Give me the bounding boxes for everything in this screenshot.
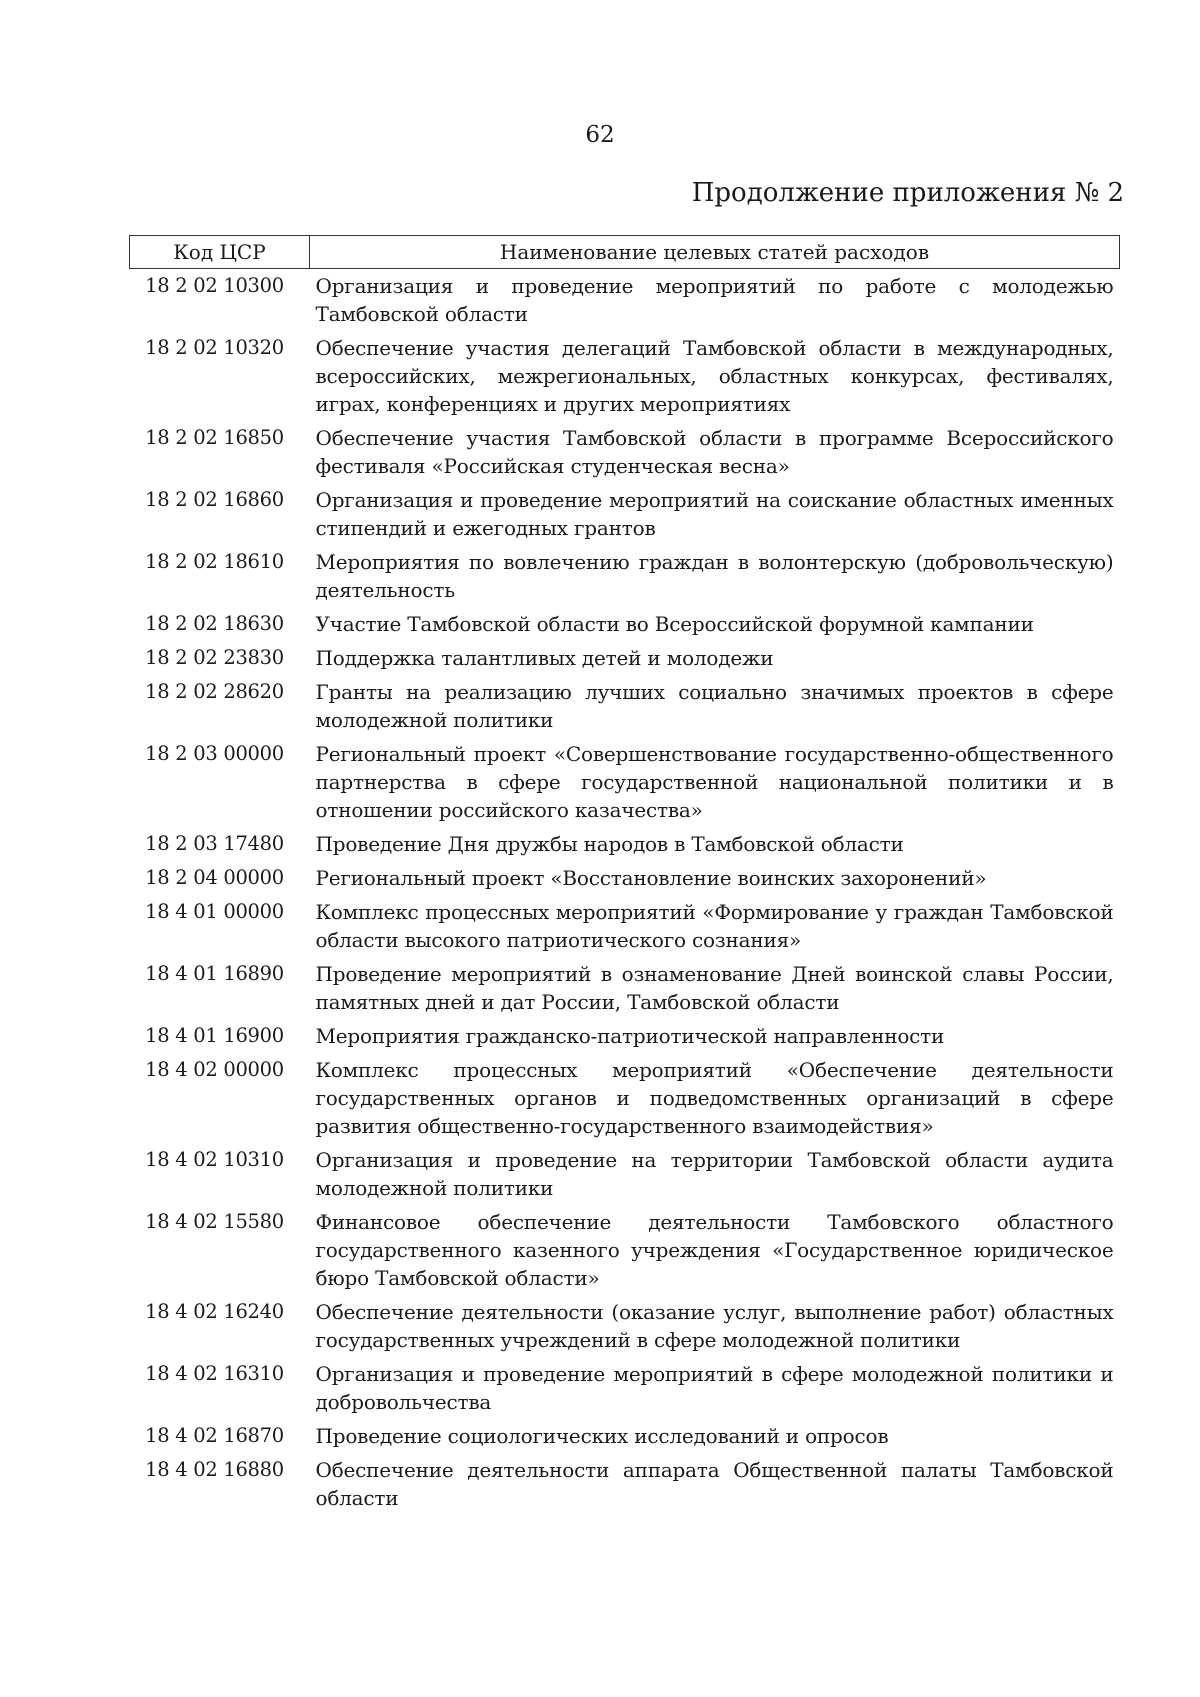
row-code: 18 2 02 16850 [145, 426, 284, 449]
row-code: 18 2 02 23830 [145, 646, 284, 669]
row-name: Обеспечение участия делегаций Тамбовской области в международных, всероссийских, межрегиональных, областных конкурсах, фестивалях, играх, конференциях и других мероприятиях [315, 336, 1114, 416]
table-row [130, 331, 1120, 421]
row-code: 18 4 02 10310 [145, 1148, 284, 1171]
row-code: 18 4 02 16240 [145, 1300, 284, 1323]
table-row [130, 861, 1120, 895]
table-row [130, 1295, 1120, 1357]
row-name: Региональный проект «Совершенствование государственно-общественного партнерства в сфере государственной национальной политики и в отношении российского казачества» [315, 742, 1114, 822]
row-code: 18 2 03 00000 [145, 742, 284, 765]
table-header-row [130, 236, 1120, 269]
row-name: Организация и проведение мероприятий на соискание областных именных стипендий и ежегодных грантов [315, 488, 1114, 540]
table-row [130, 545, 1120, 607]
table-row [130, 1053, 1120, 1143]
table-row [130, 895, 1120, 957]
row-code: 18 2 04 00000 [145, 866, 284, 889]
row-code: 18 2 02 18610 [145, 550, 284, 573]
row-name: Мероприятия гражданско-патриотической направленности [315, 1024, 945, 1048]
table-row [130, 1357, 1120, 1419]
table-row [130, 269, 1120, 332]
row-name: Проведение Дня дружбы народов в Тамбовской области [315, 832, 904, 856]
row-code: 18 4 02 00000 [145, 1058, 284, 1081]
table-row [130, 1143, 1120, 1205]
row-name: Проведение социологических исследований и опросов [315, 1424, 889, 1448]
row-code: 18 2 02 10300 [145, 274, 284, 297]
header-code: Код ЦСР [130, 236, 310, 269]
table-row [130, 737, 1120, 827]
row-code: 18 4 02 15580 [145, 1210, 284, 1233]
table-body [130, 269, 1120, 1516]
row-name: Региональный проект «Восстановление воинских захоронений» [315, 866, 987, 890]
row-name: Проведение мероприятий в ознаменование Дней воинской славы России, памятных дней и дат России, Тамбовской области [315, 962, 1114, 1014]
row-code: 18 4 02 16310 [145, 1362, 284, 1385]
row-name: Участие Тамбовской области во Всероссийской форумной кампании [315, 612, 1034, 636]
row-name: Обеспечение деятельности (оказание услуг, выполнение работ) областных государственных учреждений в сфере молодежной политики [315, 1300, 1114, 1352]
table-row [130, 1453, 1120, 1515]
row-name: Организация и проведение мероприятий в сфере молодежной политики и добровольчества [315, 1362, 1114, 1414]
row-name: Обеспечение деятельности аппарата Общественной палаты Тамбовской области [315, 1458, 1114, 1510]
row-name: Организация и проведение на территории Тамбовской области аудита молодежной политики [315, 1148, 1114, 1200]
row-code: 18 4 01 16900 [145, 1024, 284, 1047]
row-name: Гранты на реализацию лучших социально значимых проектов в сфере молодежной политики [315, 680, 1114, 732]
table-row [130, 957, 1120, 1019]
table-row [130, 1205, 1120, 1295]
page-number: 62 [585, 122, 615, 148]
table-row [130, 483, 1120, 545]
row-name: Финансовое обеспечение деятельности Тамбовского областного государственного казенного учреждения «Государственное юридическое бюро Тамбовской области» [315, 1210, 1114, 1290]
row-name: Комплекс процессных мероприятий «Обеспечение деятельности государственных органов и подведомственных организаций в сфере развития общественно-государственного взаимодействия» [315, 1058, 1114, 1138]
row-code: 18 4 01 00000 [145, 900, 284, 923]
continuation-label: Продолжение приложения № 2 [691, 178, 1124, 208]
row-code: 18 2 02 16860 [145, 488, 284, 511]
table-row [130, 607, 1120, 641]
table-row [130, 421, 1120, 483]
table-row [130, 675, 1120, 737]
row-code: 18 2 02 28620 [145, 680, 284, 703]
header-name: Наименование целевых статей расходов [310, 236, 1120, 269]
row-name: Мероприятия по вовлечению граждан в волонтерскую (добровольческую) деятельность [315, 550, 1114, 602]
row-name: Организация и проведение мероприятий по работе с молодежью Тамбовской области [315, 274, 1114, 326]
row-code: 18 2 02 18630 [145, 612, 284, 635]
row-name: Обеспечение участия Тамбовской области в программе Всероссийского фестиваля «Российская студенческая весна» [315, 426, 1114, 478]
row-code: 18 4 02 16870 [145, 1424, 284, 1447]
row-code: 18 4 02 16880 [145, 1458, 284, 1481]
row-code: 18 2 02 10320 [145, 336, 284, 359]
expense-items-table [129, 235, 1120, 1515]
table-row [130, 641, 1120, 675]
row-code: 18 4 01 16890 [145, 962, 284, 985]
row-code: 18 2 03 17480 [145, 832, 284, 855]
row-name: Комплекс процессных мероприятий «Формирование у граждан Тамбовской области высокого патриотического сознания» [315, 900, 1114, 952]
table-row [130, 1419, 1120, 1453]
row-name: Поддержка талантливых детей и молодежи [315, 646, 774, 670]
table-row [130, 1019, 1120, 1053]
table-row [130, 827, 1120, 861]
